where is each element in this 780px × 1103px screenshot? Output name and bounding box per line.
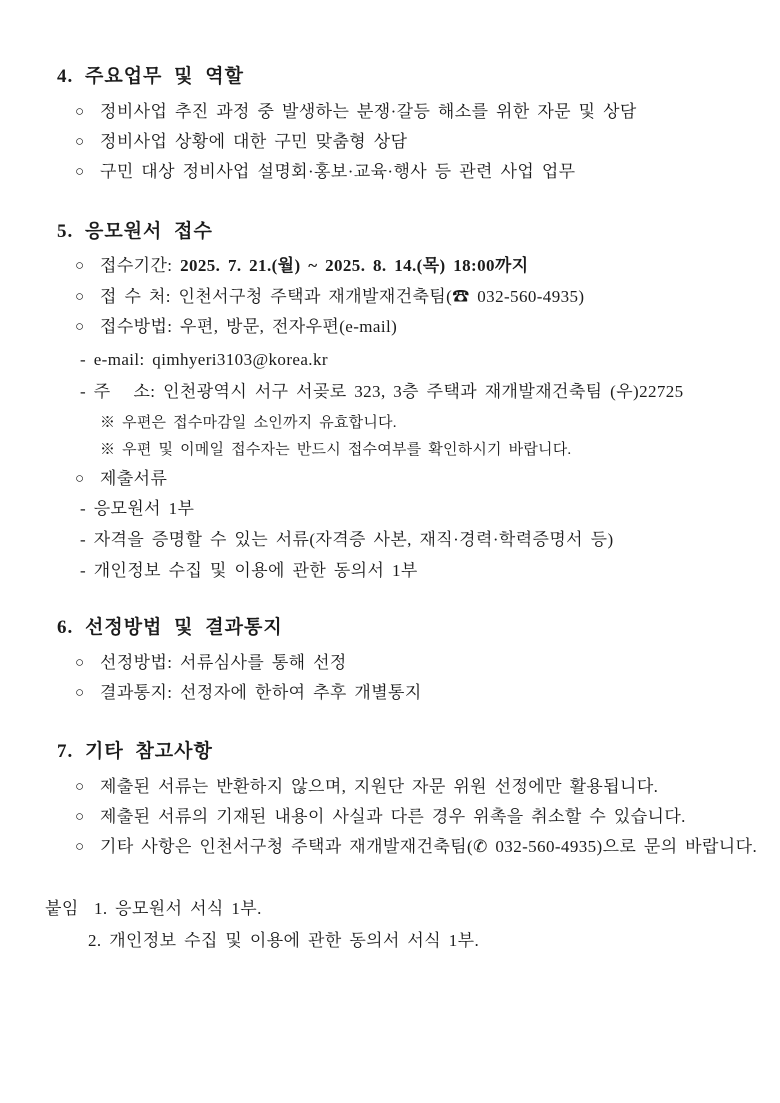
list-item-text: 결과통지: 선정자에 한하여 추후 개별통지 xyxy=(100,683,422,702)
list-item-text: 제출된 서류의 기재된 내용이 사실과 다른 경우 위촉을 취소할 수 있습니다. xyxy=(100,807,686,826)
attachment-line: 붙임 1. 응모원서 서식 1부. xyxy=(45,899,262,918)
list-item xyxy=(75,131,407,153)
list-item-text: 정비사업 추진 과정 중 발생하는 분쟁·갈등 해소를 위한 자문 및 상담 xyxy=(100,102,637,121)
circle-bullet-icon: ○ xyxy=(75,685,85,701)
circle-bullet-icon: ○ xyxy=(75,839,85,855)
office-text: 접 수 처: 인천서구청 주택과 재개발재건축팀(☎ 032-560-4935) xyxy=(100,287,585,306)
circle-bullet-icon: ○ xyxy=(75,104,85,120)
list-item-text: 선정방법: 서류심사를 통해 선정 xyxy=(100,653,347,672)
list-item-documents xyxy=(75,468,167,490)
documents-label: 제출서류 xyxy=(100,469,168,488)
section7-heading: 7. 기타 참고사항 xyxy=(57,741,213,762)
list-item xyxy=(75,776,658,798)
list-item xyxy=(75,161,575,183)
section5-heading: 5. 응모원서 접수 xyxy=(57,221,213,242)
circle-bullet-icon: ○ xyxy=(75,134,85,150)
list-item-office xyxy=(75,286,584,308)
period-value: 2025. 7. 21.(월) ~ 2025. 8. 14.(목) 18:00까지 xyxy=(180,256,529,275)
list-item xyxy=(75,682,422,704)
list-item-text: 기타 사항은 인천서구청 주택과 재개발재건축팀(✆ 032-560-4935)으로 문의 바랍니다. xyxy=(100,837,758,856)
list-item xyxy=(75,652,347,674)
circle-bullet-icon: ○ xyxy=(75,164,85,180)
document-item: - 개인정보 수집 및 이용에 관한 동의서 1부 xyxy=(80,561,418,580)
list-item-text: 정비사업 상황에 대한 구민 맞춤형 상담 xyxy=(100,132,408,151)
circle-bullet-icon: ○ xyxy=(75,779,85,795)
email-line: - e-mail: qimhyeri3103@korea.kr xyxy=(80,350,328,369)
document-item: - 응모원서 1부 xyxy=(80,499,195,518)
list-item xyxy=(75,101,637,123)
method-text: 접수방법: 우편, 방문, 전자우편(e-mail) xyxy=(100,317,398,336)
document-item: - 자격을 증명할 수 있는 서류(자격증 사본, 재직·경력·학력증명서 등) xyxy=(80,530,614,549)
circle-bullet-icon: ○ xyxy=(75,471,85,487)
list-item xyxy=(75,836,757,858)
circle-bullet-icon: ○ xyxy=(75,809,85,825)
list-item-period xyxy=(75,255,529,277)
attachment-line: 2. 개인정보 수집 및 이용에 관한 동의서 서식 1부. xyxy=(88,931,480,950)
list-item xyxy=(75,806,686,828)
address-line: - 주 소: 인천광역시 서구 서곶로 323, 3층 주택과 재개발재건축팀 (우)22725 xyxy=(80,382,684,401)
circle-bullet-icon: ○ xyxy=(75,289,85,305)
circle-bullet-icon: ○ xyxy=(75,655,85,671)
list-item-text: 구민 대상 정비사업 설명회·홍보·교육·행사 등 관련 사업 업무 xyxy=(100,162,576,181)
section4-heading: 4. 주요업무 및 역할 xyxy=(57,66,244,87)
circle-bullet-icon: ○ xyxy=(75,319,85,335)
section6-heading: 6. 선정방법 및 결과통지 xyxy=(57,617,283,638)
note-confirm-receipt: ※ 우편 및 이메일 접수자는 반드시 접수여부를 확인하시기 바랍니다. xyxy=(100,442,572,458)
circle-bullet-icon: ○ xyxy=(75,258,85,274)
list-item-method xyxy=(75,316,397,338)
note-postmark: ※ 우편은 접수마감일 소인까지 유효합니다. xyxy=(100,415,397,431)
period-label: 접수기간: xyxy=(100,256,181,275)
list-item-text: 제출된 서류는 반환하지 않으며, 지원단 자문 위원 선정에만 활용됩니다. xyxy=(100,777,659,796)
